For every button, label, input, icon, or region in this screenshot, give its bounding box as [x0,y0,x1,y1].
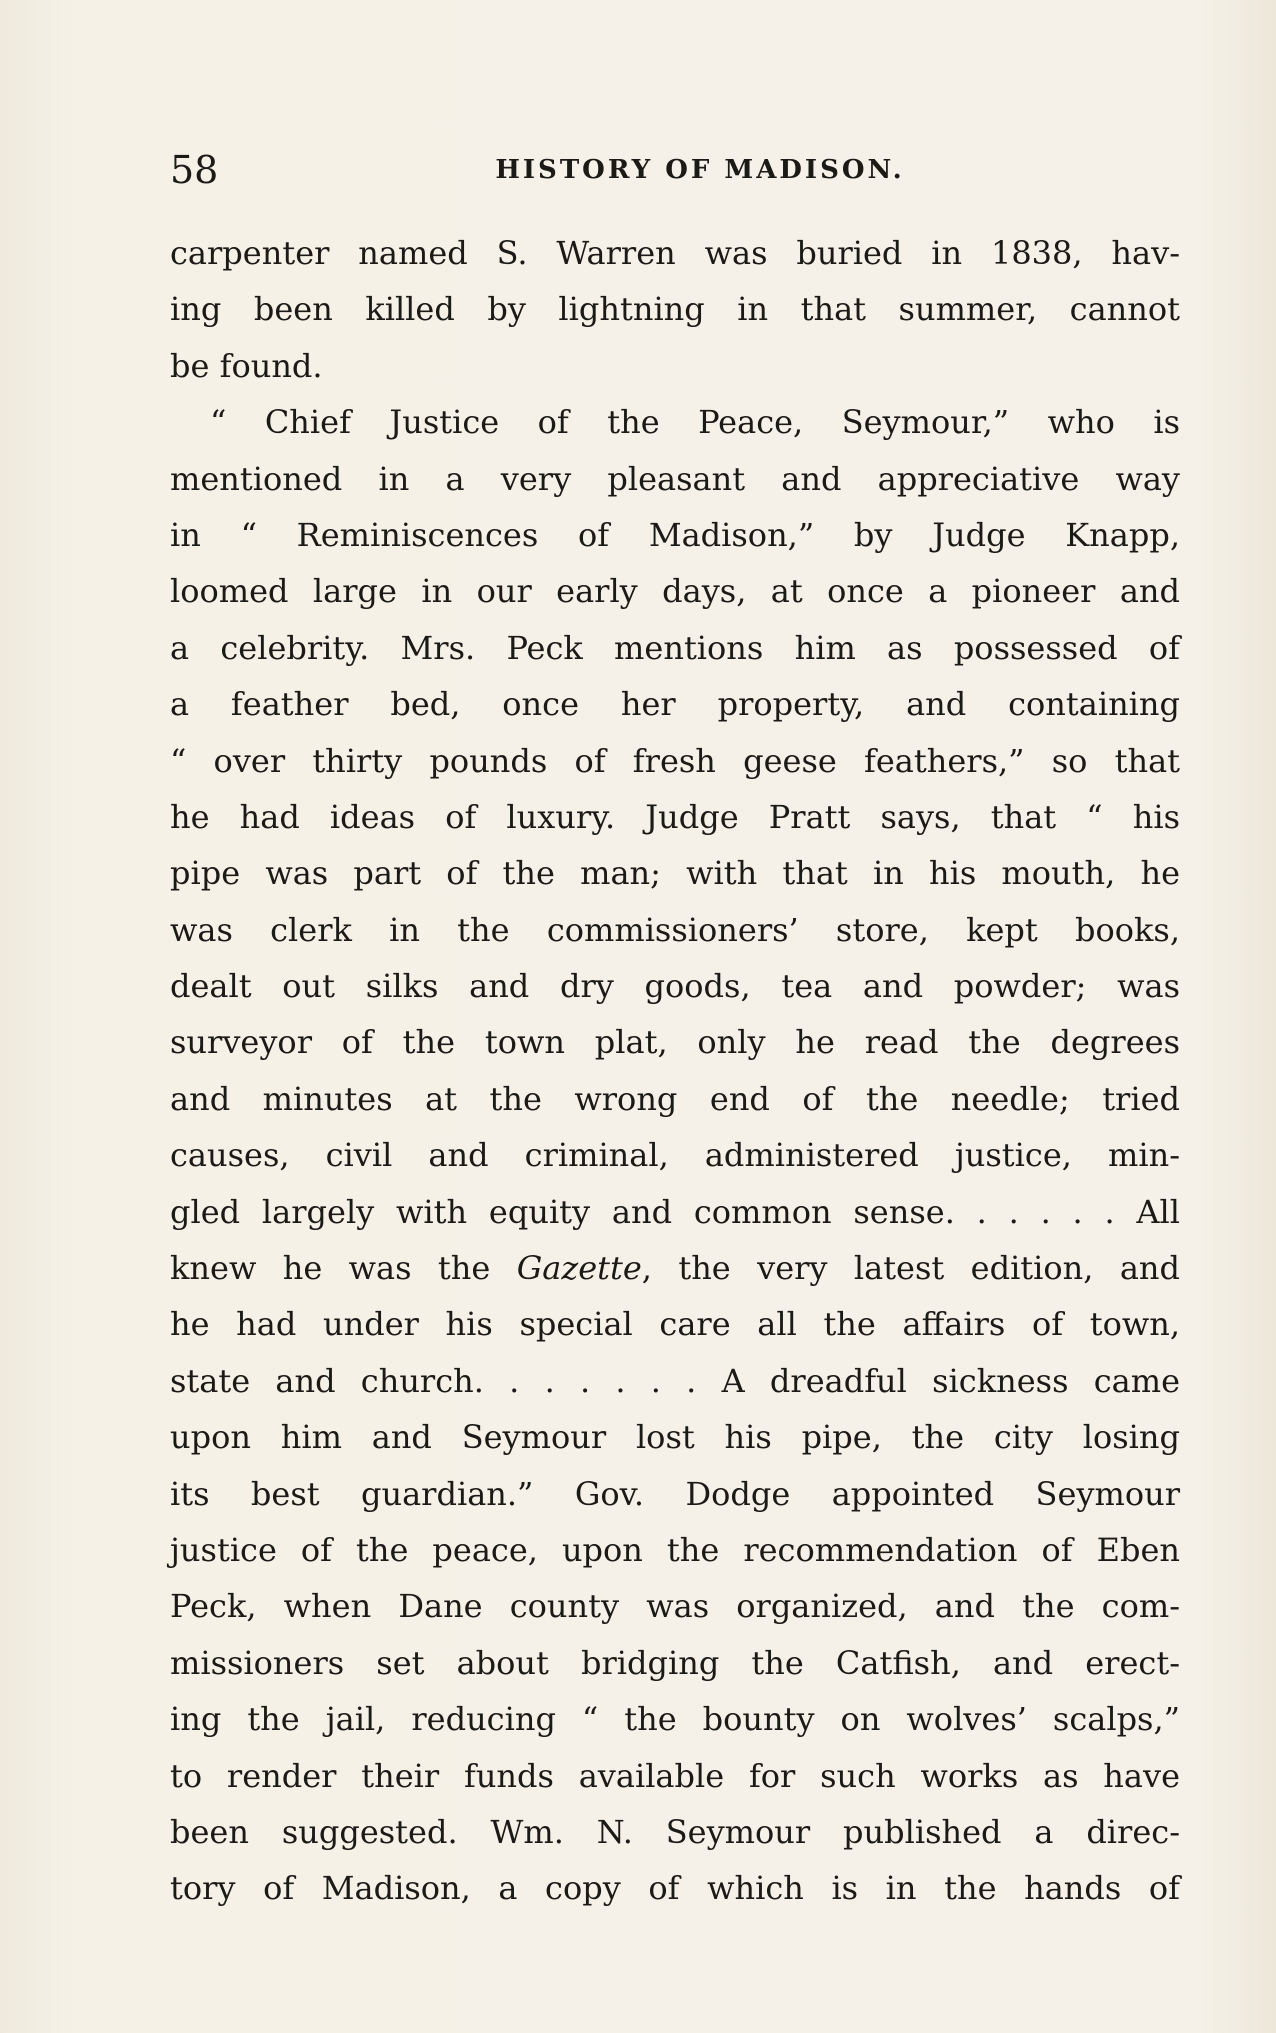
italic-word: Gazette [516,1249,642,1288]
text-line: tory of Madison, a copy of which is in the hands of [170,1869,1180,1908]
text-line: justice of the peace, upon the recommendation of Eben [170,1530,1180,1569]
text-line: missioners set about bridging the Catfish, and erect- [170,1643,1180,1682]
page-header [170,142,1180,198]
text-line: been suggested. Wm. N. Seymour published a direc- [170,1812,1180,1851]
text-line: state and church. . . . . . . A dreadful sickness came [170,1361,1180,1400]
text-line: mentioned in a very pleasant and appreciative way [170,459,1180,498]
text-line: surveyor of the town plat, only he read the degrees [170,1023,1180,1062]
text-line: ing the jail, reducing “ the bounty on wolves’ scalps,” [170,1700,1180,1739]
body-text [170,225,1180,1917]
text-line: upon him and Seymour lost his pipe, the city losing [170,1418,1180,1457]
text-line [170,1240,1180,1296]
text-line: he had ideas of luxury. Judge Pratt says, that “ his [170,797,1180,836]
text-line: gled largely with equity and common sense. . . . . . All [170,1192,1180,1231]
text-line: Peck, when Dane county was organized, and the com- [170,1587,1180,1626]
text-segment: , the very latest edition, and [641,1249,1181,1288]
text-line: he had under his special care all the affairs of town, [170,1305,1180,1344]
text-line: a celebrity. Mrs. Peck mentions him as possessed of [170,628,1180,667]
text-line: carpenter named S. Warren was buried in 1838, hav- [170,234,1180,272]
text-line: “ over thirty pounds of fresh geese feathers,” so that [170,741,1180,780]
text-line: its best guardian.” Gov. Dodge appointed Seymour [170,1474,1180,1513]
text-line: ing been killed by lightning in that summer, cannot [170,290,1180,329]
text-line: “ Chief Justice of the Peace, Seymour,” who is [210,403,1180,442]
text-line: to render their funds available for such works as have [170,1756,1180,1795]
text-line: pipe was part of the man; with that in his mouth, he [170,854,1180,893]
text-line: be found. [170,346,323,385]
running-head: HISTORY OF MADISON. [495,155,905,185]
text-line: dealt out silks and dry goods, tea and powder; was [170,967,1180,1006]
text-line: causes, civil and criminal, administered justice, min- [170,1136,1180,1175]
text-line: a feather bed, once her property, and containing [170,685,1180,724]
page-number: 58 [170,148,219,192]
text-line: in “ Reminiscences of Madison,” by Judge Knapp, [170,515,1180,554]
text-line: was clerk in the commissioners’ store, kept books, [170,910,1180,949]
text-segment: knew he was the [170,1249,517,1288]
text-line: and minutes at the wrong end of the needle; tried [170,1079,1180,1118]
text-line: loomed large in our early days, at once a pioneer and [170,572,1180,611]
